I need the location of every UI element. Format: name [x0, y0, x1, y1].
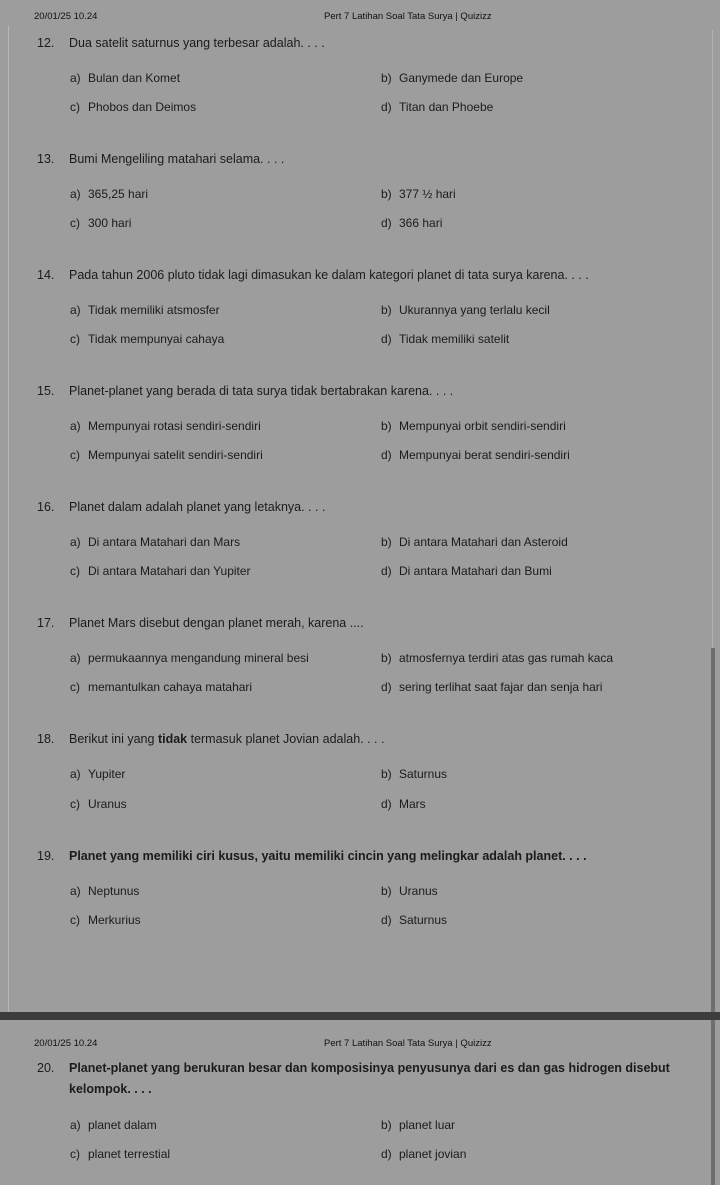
option-a[interactable]: a) Mempunyai rotasi sendiri-sendiri — [70, 419, 261, 433]
header-date: 20/01/25 10.24 — [34, 11, 98, 22]
question-number: 13. — [37, 152, 55, 166]
option-a[interactable]: a) Tidak memiliki atsmosfer — [70, 303, 220, 317]
option-a[interactable]: a) Bulan dan Komet — [70, 71, 181, 85]
header-title: Pert 7 Latihan Soal Tata Surya | Quizizz — [324, 11, 492, 22]
question-number: 18. — [37, 732, 55, 746]
question-number: 12. — [37, 36, 55, 50]
question-number: 20. — [37, 1061, 55, 1075]
option-a[interactable]: a) 365,25 hari — [70, 187, 149, 201]
option-a[interactable]: a) planet dalam — [70, 1118, 157, 1132]
question-number: 15. — [37, 384, 55, 398]
option-d[interactable]: d) Tidak memiliki satelit — [381, 332, 510, 346]
option-c[interactable]: c) Mempunyai satelit sendiri-sendiri — [70, 448, 263, 462]
page-2 — [0, 1020, 720, 1185]
question-text: Berikut ini yang tidak termasuk planet Jovian adalah. . . . — [69, 732, 385, 746]
option-c[interactable]: c) Di antara Matahari dan Yupiter — [70, 564, 251, 578]
option-c[interactable]: c) Merkurius — [70, 913, 141, 927]
option-a[interactable]: a) Yupiter — [70, 767, 126, 781]
option-b[interactable]: b) planet luar — [381, 1118, 456, 1132]
option-b[interactable]: b) Di antara Matahari dan Asteroid — [381, 535, 568, 549]
header-title: Pert 7 Latihan Soal Tata Surya | Quizizz — [324, 1038, 492, 1049]
option-c[interactable]: c) memantulkan cahaya matahari — [70, 680, 253, 694]
question-text: Dua satelit saturnus yang terbesar adalah. . . . — [69, 36, 325, 50]
header-date: 20/01/25 10.24 — [34, 1038, 98, 1049]
question-text: Pada tahun 2006 pluto tidak lagi dimasukan ke dalam kategori planet di tata surya karena. . . . — [69, 268, 589, 282]
option-a[interactable]: a) permukaannya mengandung mineral besi — [70, 651, 309, 665]
option-c[interactable]: c) Phobos dan Deimos — [70, 100, 197, 114]
option-d[interactable]: d) Mars — [381, 797, 426, 811]
option-c[interactable]: c) Uranus — [70, 797, 127, 811]
option-c[interactable]: c) Tidak mempunyai cahaya — [70, 332, 225, 346]
option-b[interactable]: b) Ganymede dan Europe — [381, 71, 524, 85]
option-b[interactable]: b) atmosfernya terdiri atas gas rumah kaca — [381, 651, 614, 665]
option-d[interactable]: d) sering terlihat saat fajar dan senja hari — [381, 680, 603, 694]
question-text: Bumi Mengeliling matahari selama. . . . — [69, 152, 285, 166]
question-number: 14. — [37, 268, 55, 282]
option-d[interactable]: d) Titan dan Phoebe — [381, 100, 494, 114]
option-c[interactable]: c) 300 hari — [70, 216, 132, 230]
question-number: 19. — [37, 849, 55, 863]
option-b[interactable]: b) Saturnus — [381, 767, 448, 781]
option-d[interactable]: d) planet jovian — [381, 1147, 467, 1161]
question-number: 17. — [37, 616, 55, 630]
option-d[interactable]: d) 366 hari — [381, 216, 443, 230]
question-text: Planet Mars disebut dengan planet merah, karena .... — [69, 616, 364, 630]
question-number: 16. — [37, 500, 55, 514]
option-d[interactable]: d) Mempunyai berat sendiri-sendiri — [381, 448, 570, 462]
option-d[interactable]: d) Saturnus — [381, 913, 448, 927]
option-b[interactable]: b) Ukurannya yang terlalu kecil — [381, 303, 550, 317]
question-text: Planet yang memiliki ciri kusus, yaitu memiliki cincin yang melingkar adalah planet. . . . — [69, 849, 587, 863]
option-b[interactable]: b) 377 ½ hari — [381, 187, 456, 201]
question-text: Planet-planet yang berukuran besar dan komposisinya penyusunya dari es dan gas hidrogen disebut kelompok. . . . — [69, 1061, 670, 1096]
option-a[interactable]: a) Neptunus — [70, 884, 140, 898]
question-text: Planet-planet yang berada di tata surya tidak bertabrakan karena. . . . — [69, 384, 454, 398]
option-b[interactable]: b) Mempunyai orbit sendiri-sendiri — [381, 419, 566, 433]
page-separator — [0, 1012, 720, 1020]
option-c[interactable]: c) planet terrestial — [70, 1147, 171, 1161]
emphasis-word: tidak — [157, 732, 188, 746]
option-a[interactable]: a) Di antara Matahari dan Mars — [70, 535, 241, 549]
question-text: Planet dalam adalah planet yang letaknya. . . . — [69, 500, 326, 514]
option-b[interactable]: b) Uranus — [381, 884, 438, 898]
option-d[interactable]: d) Di antara Matahari dan Bumi — [381, 564, 552, 578]
